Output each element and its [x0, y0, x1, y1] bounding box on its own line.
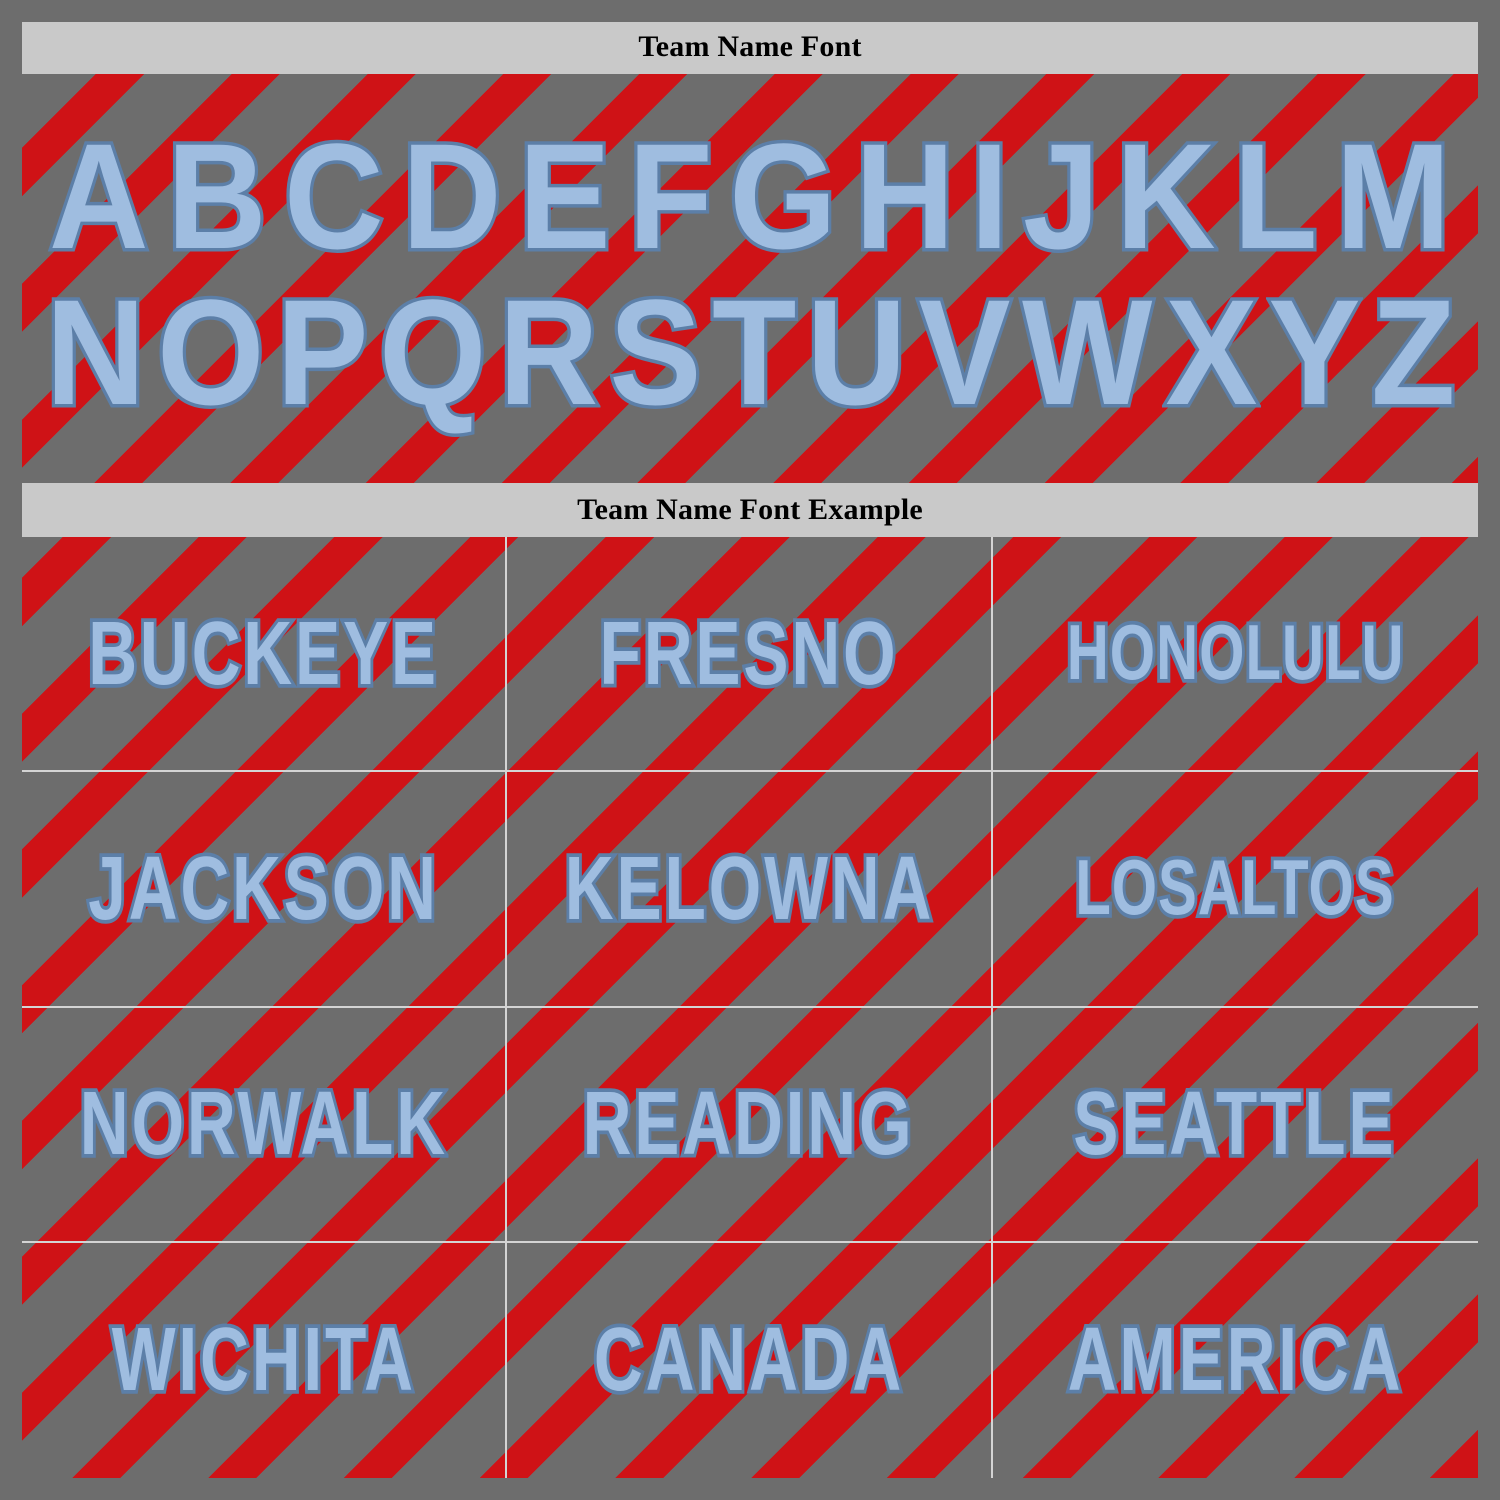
- team-name-example-text: WICHITA: [111, 1310, 416, 1411]
- alphabet-letter: W: [1022, 268, 1153, 436]
- alphabet-letter: H: [855, 112, 955, 280]
- team-name-example-cell: [507, 537, 992, 772]
- team-name-example-text: READING: [583, 1074, 915, 1175]
- alphabet-letter: U: [807, 268, 907, 436]
- alphabet-letter: S: [609, 268, 702, 436]
- team-name-example-cell: [507, 1008, 992, 1243]
- team-name-example-text: LOSALTOS: [1075, 845, 1396, 932]
- alphabet-letter: I: [970, 112, 1009, 280]
- alphabet-letter: Q: [379, 268, 487, 436]
- alphabet-letter: J: [1022, 112, 1100, 280]
- alphabet-letter: P: [276, 268, 369, 436]
- team-name-example-text: NORWALK: [79, 1074, 448, 1175]
- team-name-example-text: SEATTLE: [1073, 1074, 1397, 1175]
- team-name-example-grid: [22, 537, 1478, 1478]
- team-name-example-text: FRESNO: [599, 603, 899, 704]
- alphabet-letter: T: [712, 268, 797, 436]
- alphabet-letter: F: [627, 112, 713, 280]
- team-name-font-example-header-label: Team Name Font Example: [577, 493, 923, 526]
- alphabet-letter: G: [729, 112, 837, 280]
- alphabet-letter: Z: [1370, 268, 1455, 436]
- team-name-example-cell: [993, 1008, 1478, 1243]
- alphabet-letter: K: [1116, 112, 1216, 280]
- alphabet-letter: N: [45, 268, 146, 436]
- team-name-example-text: BUCKEYE: [88, 603, 439, 704]
- team-name-font-header-label: Team Name Font: [638, 30, 862, 63]
- team-name-example-text: KELOWNA: [564, 838, 934, 939]
- alphabet-letter: O: [157, 268, 265, 436]
- team-name-example-text: JACKSON: [88, 838, 439, 939]
- team-name-example-cell: [507, 772, 992, 1007]
- alphabet-letter: B: [166, 112, 267, 280]
- team-name-example-cell: [993, 772, 1478, 1007]
- team-name-example-cell: [22, 772, 507, 1007]
- alphabet-letter: L: [1233, 112, 1318, 280]
- alphabet-letter: Y: [1268, 268, 1361, 436]
- team-name-example-cell: [22, 1243, 507, 1478]
- alphabet-letter: D: [401, 112, 502, 280]
- team-name-example-text: AMERICA: [1067, 1310, 1404, 1411]
- team-name-example-text: HONOLULU: [1066, 610, 1405, 697]
- team-name-example-cell: [993, 537, 1478, 772]
- team-name-example-cell: [22, 537, 507, 772]
- team-name-example-cell: [22, 1008, 507, 1243]
- team-name-font-example-header: [22, 483, 1478, 537]
- alphabet-letter: A: [48, 112, 149, 280]
- alphabet-letter: V: [917, 268, 1011, 436]
- alphabet-letter: R: [498, 268, 599, 436]
- alphabet-letter: M: [1335, 112, 1451, 280]
- team-name-example-cell: [993, 1243, 1478, 1478]
- alphabet-letter: E: [518, 112, 611, 280]
- team-name-example-cell: [507, 1243, 992, 1478]
- team-name-example-text: CANADA: [593, 1310, 905, 1411]
- alphabet-letter: X: [1165, 268, 1258, 436]
- alphabet-letter: C: [284, 112, 384, 280]
- team-name-font-header: [22, 20, 1478, 74]
